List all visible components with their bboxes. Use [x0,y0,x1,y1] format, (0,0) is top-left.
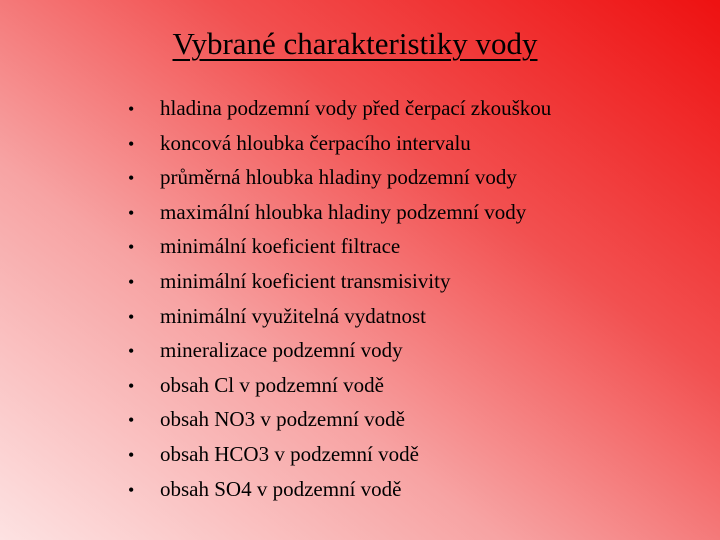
list-item-text: maximální hloubka hladiny podzemní vody [160,199,527,224]
list-item [128,437,551,472]
list-item-text: průměrná hloubka hladiny podzemní vody [160,165,517,190]
bullet-icon: • [128,341,135,362]
list-item [128,126,551,161]
list-item-text: koncová hloubka čerpacího intervalu [160,130,471,155]
list-item [128,368,551,403]
list-item [128,91,551,126]
list-item [128,333,551,368]
list-item-text: hladina podzemní vody před čerpací zkouškou [160,96,552,120]
bullet-icon: • [128,237,135,258]
bullet-list [128,91,551,506]
list-item [128,229,551,264]
bullet-icon: • [128,306,135,327]
list-item [128,264,551,299]
bullet-icon: • [128,375,135,396]
list-item [128,299,551,334]
list-item-text: mineralizace podzemní vody [160,338,403,363]
bullet-icon: • [128,99,135,119]
list-item-text: obsah HCO3 v podzemní vodě [160,441,419,466]
list-item [128,402,551,437]
list-item-text: obsah Cl v podzemní vodě [160,372,384,397]
bullet-icon: • [128,479,135,500]
bullet-icon: • [128,410,135,431]
bullet-icon: • [128,168,135,189]
bullet-icon: • [128,202,135,223]
bullet-icon: • [128,133,135,154]
list-item-text: minimální koeficient filtrace [160,234,401,259]
bullet-icon: • [128,271,135,292]
list-item-text: obsah SO4 v podzemní vodě [160,476,402,501]
bullet-icon: • [128,444,135,465]
list-item [128,195,551,230]
list-item-text: obsah NO3 v podzemní vodě [160,407,405,432]
list-item [128,472,551,507]
list-item [128,160,551,195]
slide-title: Vybrané charakteristiky vody [172,26,538,61]
list-item-text: minimální koeficient transmisivity [160,268,451,293]
list-item-text: minimální využitelná vydatnost [160,303,426,328]
